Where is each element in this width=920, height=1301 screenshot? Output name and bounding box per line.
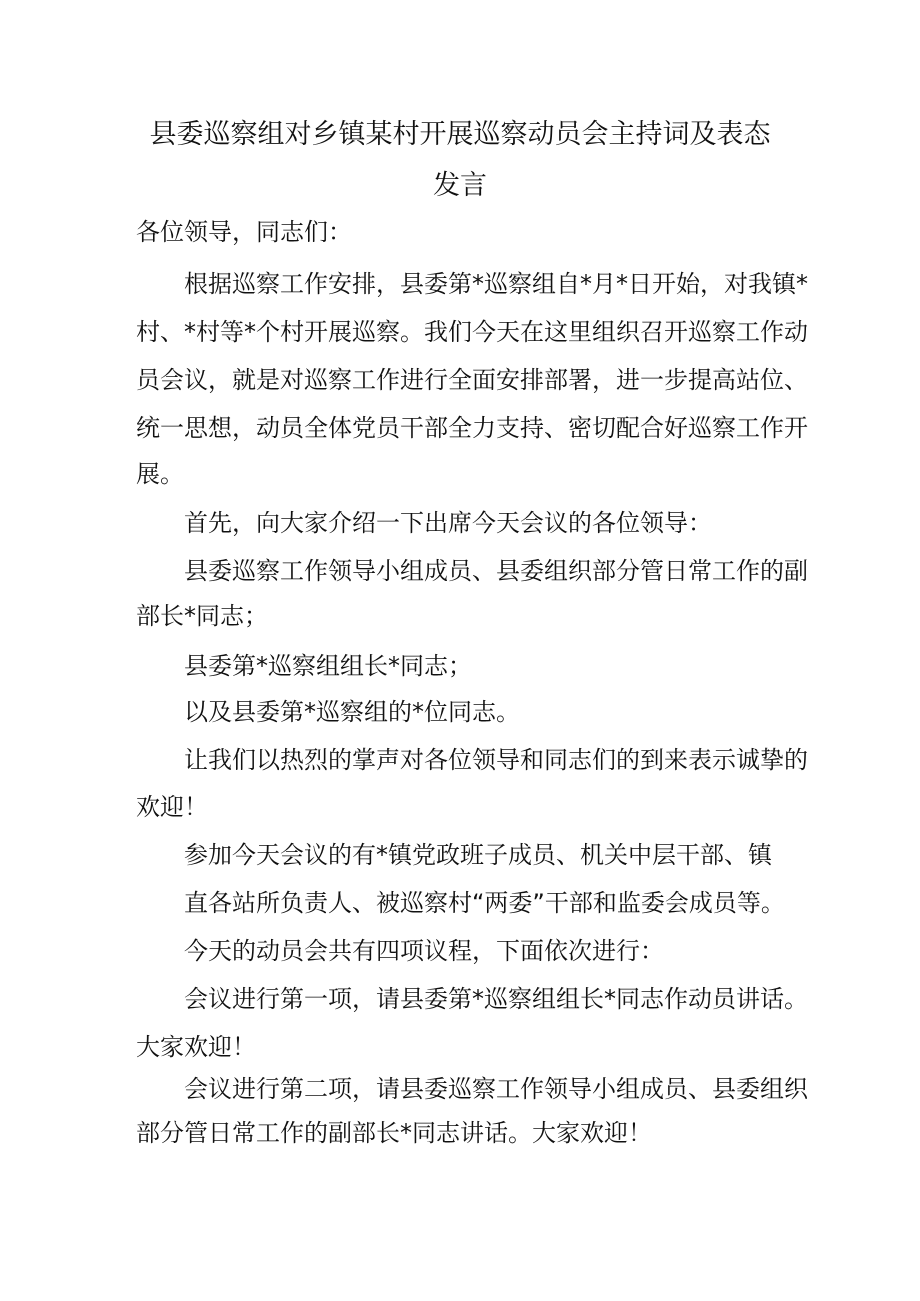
paragraph-line: 员会议，就是对巡察工作进行全面安排部署，进一步提高站位、 [136, 366, 808, 394]
paragraph-line: 根据巡察工作安排，县委第*巡察组自*月*日开始，对我镇* [184, 270, 808, 298]
salutation: 各位领导，同志们： [136, 218, 352, 246]
paragraph-line: 以及县委第*巡察组的*位同志。 [184, 698, 520, 726]
paragraph-line: 县委巡察工作领导小组成员、县委组织部分管日常工作的副 [184, 557, 808, 585]
paragraph-line: 会议进行第二项，请县委巡察工作领导小组成员、县委组织 [184, 1075, 808, 1103]
paragraph-line: 参加今天会议的有*镇党政班子成员、机关中层干部、镇 [184, 841, 772, 869]
paragraph-line: 欢迎！ [136, 793, 208, 821]
paragraph-line: 村、*村等*个村开展巡察。我们今天在这里组织召开巡察工作动 [136, 318, 808, 346]
paragraph-line: 让我们以热烈的掌声对各位领导和同志们的到来表示诚挚的 [184, 746, 808, 774]
paragraph-line: 首先，向大家介绍一下出席今天会议的各位领导： [184, 509, 712, 537]
title-line-2: 发言 [433, 170, 487, 201]
paragraph-line: 会议进行第一项，请县委第*巡察组组长*同志作动员讲话。 [184, 985, 808, 1013]
paragraph-line: 大家欢迎！ [136, 1033, 256, 1061]
title-line-1: 县委巡察组对乡镇某村开展巡察动员会主持词及表态 [149, 119, 771, 150]
paragraph-line: 展。 [136, 460, 184, 488]
paragraph-line: 部分管日常工作的副部长*同志讲话。大家欢迎！ [136, 1119, 652, 1147]
paragraph-line: 今天的动员会共有四项议程，下面依次进行： [184, 937, 664, 965]
paragraph-line: 部长*同志； [136, 602, 268, 630]
paragraph-line: 县委第*巡察组组长*同志； [184, 652, 472, 680]
paragraph-line: 直各站所负责人、被巡察村“两委”干部和监委会成员等。 [184, 889, 785, 917]
paragraph-line: 统一思想，动员全体党员干部全力支持、密切配合好巡察工作开 [136, 414, 808, 442]
